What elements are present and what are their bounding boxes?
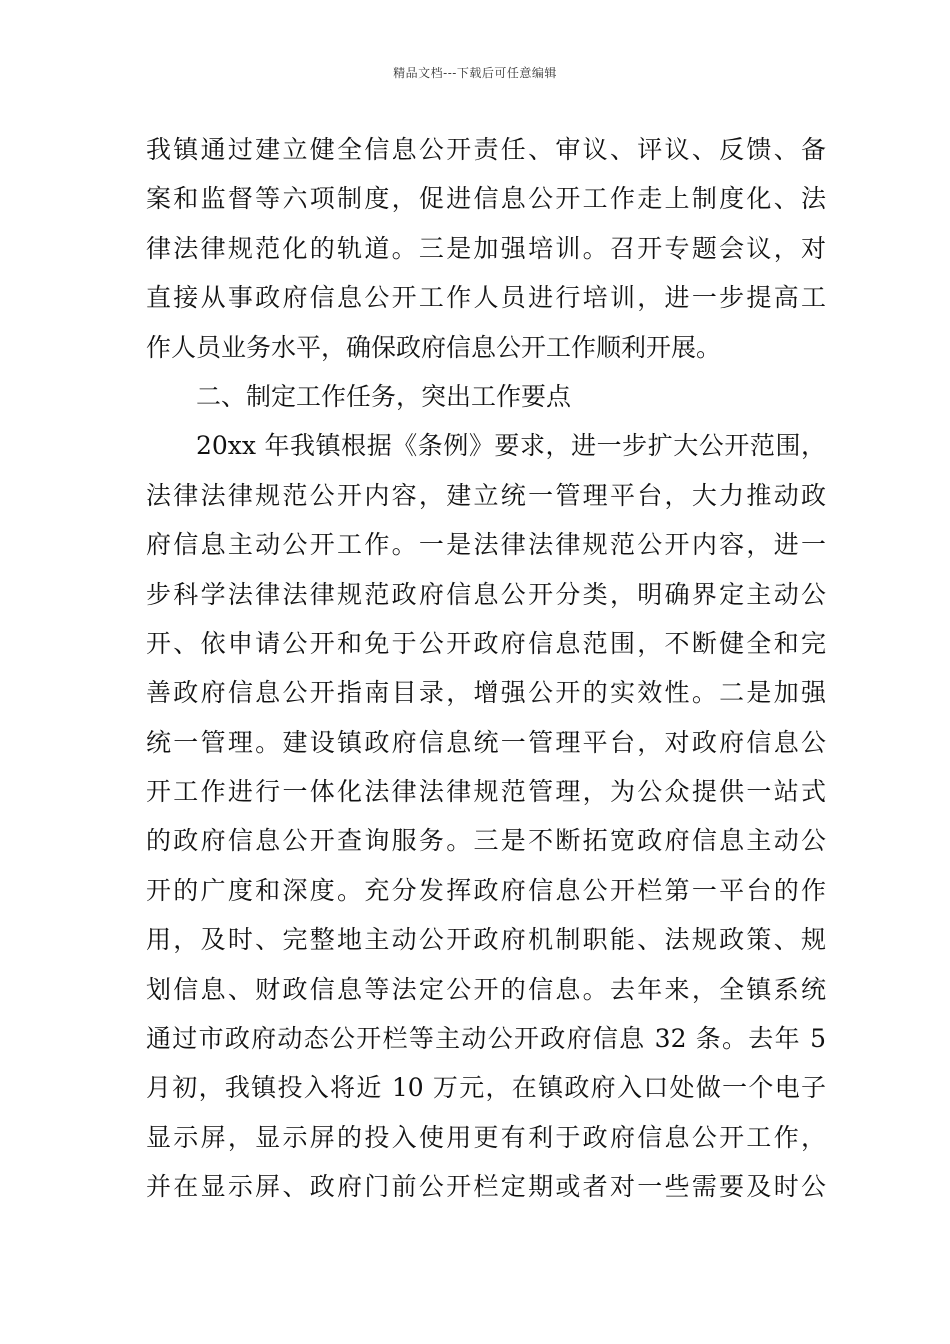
text-line: 通过市政府动态公开栏等主动公开政府信息 32 条。去年 5 (146, 1024, 826, 1054)
text-line: 开、依申请公开和免于公开政府信息范围，不断健全和完 (146, 628, 826, 658)
text-line: 显示屏，显示屏的投入使用更有利于政府信息公开工作， (146, 1122, 826, 1152)
section-heading: 二、制定工作任务，突出工作要点 (196, 381, 572, 411)
text-line: 府信息主动公开工作。一是法律法律规范公开内容，进一 (146, 530, 826, 560)
text-line: 案和监督等六项制度，促进信息公开工作走上制度化、法 (146, 184, 826, 214)
text-line: 法律法律规范公开内容，建立统一管理平台，大力推动政 (146, 480, 826, 510)
text-line: 月初，我镇投入将近 10 万元，在镇政府入口处做一个电子 (146, 1073, 826, 1103)
text-line: 划信息、财政信息等法定公开的信息。去年来，全镇系统 (146, 974, 826, 1004)
page-header: 精品文档---下载后可任意编辑 (393, 66, 557, 80)
text-line: 作人员业务水平，确保政府信息公开工作顺利开展。 (146, 332, 722, 362)
text-line: 统一管理。建设镇政府信息统一管理平台，对政府信息公 (146, 727, 826, 757)
text-line: 直接从事政府信息公开工作人员进行培训，进一步提高工 (146, 283, 826, 313)
text-line: 20xx 年我镇根据《条例》要求，进一步扩大公开范围， (196, 431, 826, 461)
text-line: 开的广度和深度。充分发挥政府信息公开栏第一平台的作 (146, 875, 826, 905)
text-line: 律法律规范化的轨道。三是加强培训。召开专题会议，对 (146, 233, 826, 263)
text-line: 开工作进行一体化法律法律规范管理，为公众提供一站式 (146, 777, 826, 807)
body-text (146, 125, 826, 1212)
text-line: 善政府信息公开指南目录，增强公开的实效性。二是加强 (146, 678, 826, 708)
text-line: 并在显示屏、政府门前公开栏定期或者对一些需要及时公 (146, 1172, 826, 1202)
text-line: 步科学法律法律规范政府信息公开分类，明确界定主动公 (146, 579, 826, 609)
text-line: 用，及时、完整地主动公开政府机制职能、法规政策、规 (146, 925, 826, 955)
text-line: 的政府信息公开查询服务。三是不断拓宽政府信息主动公 (146, 826, 826, 856)
text-line: 我镇通过建立健全信息公开责任、审议、评议、反馈、备 (146, 135, 826, 164)
